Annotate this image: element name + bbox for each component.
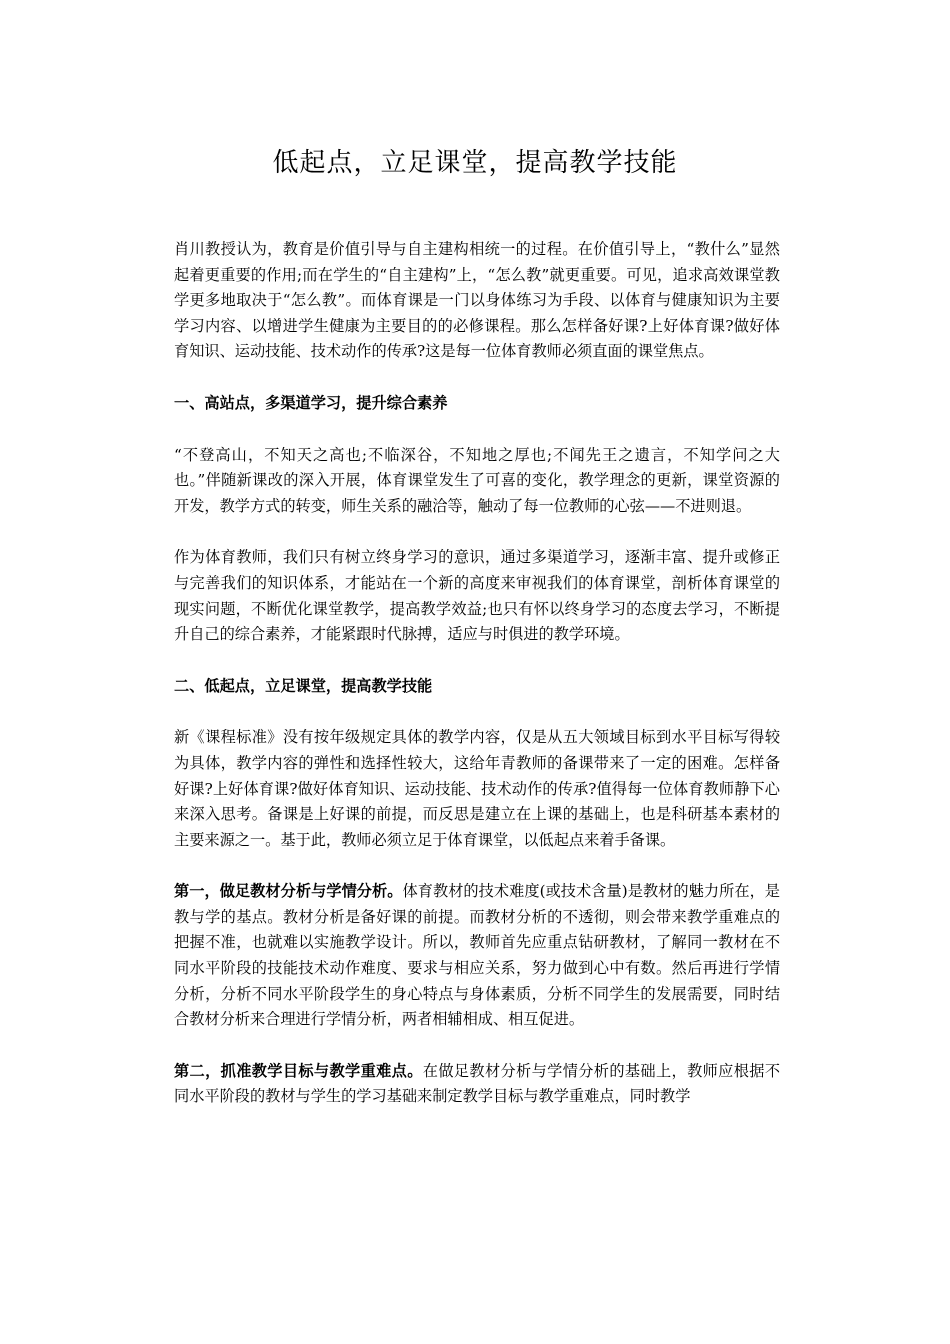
section-1-heading: 一、高站点，多渠道学习，提升综合素养 — [174, 393, 448, 412]
section-1-paragraph-2: 作为体育教师，我们只有树立终身学习的意识，通过多渠道学习，逐渐丰富、提升或修正与完善我们的知识体系，才能站在一个新的高度来审视我们的体育课堂，剖析体育课堂的现实问题，不断优化课堂教学，提高教学效益;也只有怀以终身学习的态度去学习，不断提升自己的综合素养，才能紧跟时代脉搏，适应与时俱进的教学环境。 — [174, 548, 780, 644]
document-body — [174, 237, 780, 1136]
point-1-text: 体育教材的技术难度(或技术含量)是教材的魅力所在，是教与学的基点。教材分析是备好课的前提。而教材分析的不透彻，则会带来教学重难点的把握不准，也就难以实施教学设计。所以，教师首先应重点钻研教材，了解同一教材在不同水平阶段的技能技术动作难度、要求与相应关系，努力做到心中有数。然后再进行学情分析，分析不同水平阶段学生的身心特点与身体素质，分析不同学生的发展需要，同时结合教材分析来合理进行学情分析，两者相辅相成、相互促进。 — [174, 882, 780, 1029]
section-1-paragraph-1: “不登高山，不知天之高也;不临深谷，不知地之厚也;不闻先王之遗言，不知学问之大也。”伴随新课改的深入开展，体育课堂发生了可喜的变化，教学理念的更新，课堂资源的开发，教学方式的转变，师生关系的融洽等，触动了每一位教师的心弦——不进则退。 — [174, 445, 780, 515]
document-title: 低起点，立足课堂，提高教学技能 — [272, 148, 678, 178]
point-2-lead: 第二，抓准教学目标与教学重难点。 — [174, 1061, 423, 1080]
point-2-paragraph — [174, 1059, 780, 1110]
section-2-paragraph-1: 新《课程标准》没有按年级规定具体的教学内容，仅是从五大领域目标到水平目标写得较为具体，教学内容的弹性和选择性较大，这给年青教师的备课带来了一定的困难。怎样备好课?上好体育课?做好体育知识、运动技能、技术动作的传承?值得每一位体育教师静下心来深入思考。备课是上好课的前提，而反思是建立在上课的基础上，也是科研基本素材的主要来源之一。基于此，教师必须立足于体育课堂，以低起点来着手备课。 — [174, 728, 780, 849]
point-2-text: 在做足教材分析与学情分析的基础上，教师应根据不同水平阶段的教材与学生的学习基础来制定教学目标与教学重难点，同时教学 — [174, 1061, 781, 1106]
intro-paragraph: 肖川教授认为，教育是价值引导与自主建构相统一的过程。在价值引导上，“教什么”显然起着更重要的作用;而在学生的“自主建构”上，“怎么教”就更重要。可见，追求高效课堂教学更多地取决于“怎么教”。而体育课是一门以身体练习为手段、以体育与健康知识为主要学习内容、以增进学生健康为主要目的的必修课程。那么怎样备好课?上好体育课?做好体育知识、运动技能、技术动作的传承?这是每一位体育教师必须直面的课堂焦点。 — [174, 240, 780, 361]
point-1-paragraph — [174, 879, 780, 1033]
section-2-heading: 二、低起点，立足课堂，提高教学技能 — [174, 676, 433, 695]
point-1-lead: 第一，做足教材分析与学情分析。 — [174, 882, 403, 901]
